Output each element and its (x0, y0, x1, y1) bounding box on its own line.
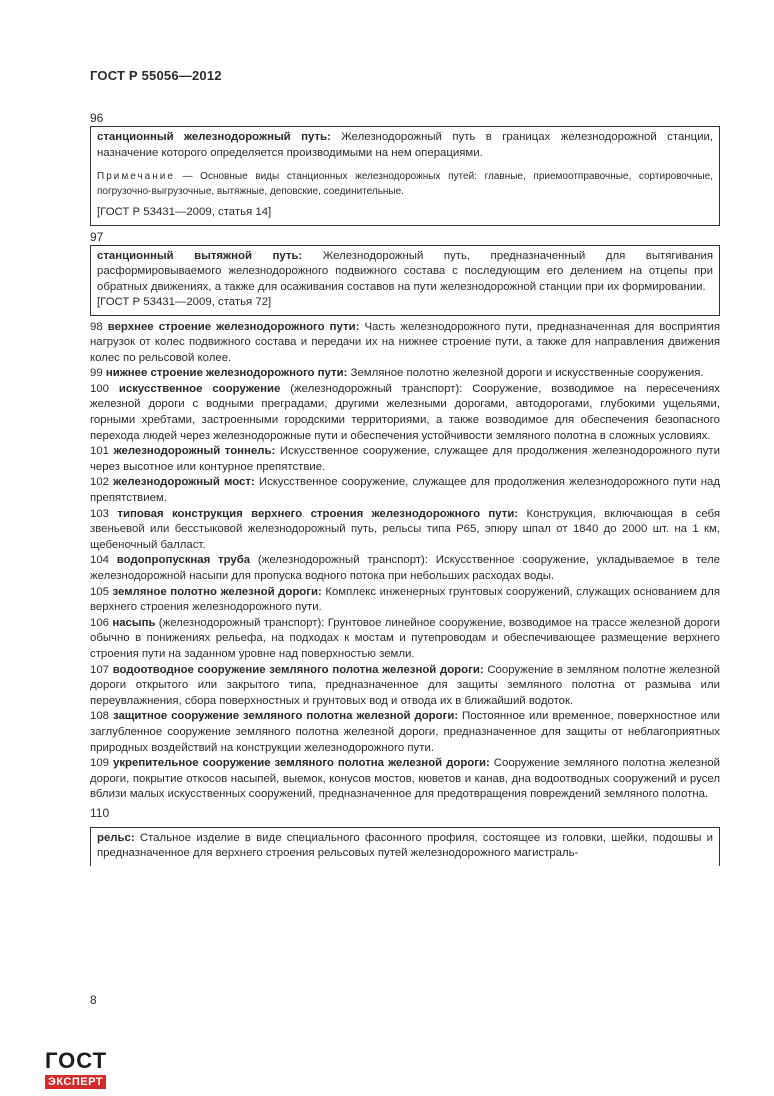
term-title: верхнее строение железнодорожного пути: (107, 320, 360, 333)
term-97: станционный вытяжной путь: (97, 249, 303, 262)
definition-box-96 (90, 126, 720, 226)
note-96 (97, 169, 713, 199)
term-entry (90, 709, 720, 756)
definition-text-96: Железнодорожный путь в границах железнодорожной станции, назначение которого определяется производимыми на нем операциями. (97, 131, 714, 159)
reference-97: [ГОСТ Р 53431—2009, статья 72] (97, 296, 272, 308)
term-number: 108 (90, 710, 110, 723)
term-title: защитное сооружение земляного полотна железной дороги: (112, 710, 459, 723)
term-entry (90, 663, 720, 710)
definition-box-110 (90, 827, 720, 866)
term-number: 100 (90, 382, 110, 395)
logo-line-1: ГОСТ (45, 1048, 108, 1073)
term-110: рельс: (97, 831, 135, 844)
entry-number-110: 110 (90, 805, 110, 820)
term-entry (90, 320, 720, 367)
definition-text-110: Стальное изделие в виде специального фасонного профиля, состоящее из головки, шейки, подошвы и предназначенное для верхнего строения рельсовых путей железнодорожного магистраль- (97, 831, 713, 860)
term-title: железнодорожный тоннель: (113, 445, 276, 458)
logo-line-2: ЭКСПЕРТ (45, 1075, 106, 1089)
term-title: нижнее строение железнодорожного пути: (105, 367, 348, 380)
term-entry (90, 475, 720, 506)
page-number: 8 (90, 993, 97, 1007)
term-definition: Земляное полотно железной дороги и искусственные сооружения. (347, 367, 704, 380)
term-entry (90, 444, 720, 475)
term-definition: Искусственное сооружение, служащее для продолжения железнодорожного пути через высотное или контурное препятствие. (90, 445, 720, 473)
term-title: земляное полотно железной дороги: (112, 585, 322, 598)
term-number: 98 (90, 320, 103, 333)
term-definition: Постоянное или временное, поверхностное или заглубленное сооружение земляного полотна железной дороги, предназначенное для защиты от неблагоприятных природных воздействий на конструкции железнодорожного пути. (90, 710, 721, 754)
term-number: 105 (90, 585, 110, 598)
term-title: укрепительное сооружение земляного полотна железной дороги: (113, 757, 490, 770)
gost-expert-logo (45, 1050, 107, 1090)
term-definition: (железнодорожный транспорт): Грунтовое линейное сооружение, возводимое на трассе железной дороги обычно в понижениях рельефа, на подходах к мостам и путепроводам и обеспечивающее размещение верхнего строения пути на заданном уровне над поверхностью земли. (90, 616, 720, 660)
term-definition: Комплекс инженерных грунтовых сооружений, служащих основанием для верхнего строения железнодорожного пути. (90, 585, 720, 614)
term-definition: (железнодорожный транспорт): Сооружение, возводимое на пересечениях железной дороги с водными преградами, другими железными дорогами, автодорогами, глубокими ущельями, горными хребтами, застроенными городскими территориями, а также возводимое для обеспечения безопасного перехода людей через железнодорожные пути и обеспечения устойчивости земляного полотна в сложных условиях. (90, 382, 720, 442)
term-number: 101 (90, 445, 110, 458)
term-number: 102 (90, 476, 110, 489)
term-entry (90, 585, 720, 616)
document-page (90, 68, 720, 866)
term-96: станционный железнодорожный путь: (97, 131, 331, 143)
term-definition: Конструкция, включающая в себя звеньевой или бесстыковой железнодорожный путь, рельсы типа Р65, эпюру шпал от 1840 до 2000 шт. на 1 км, щебеночный балласт. (90, 507, 720, 551)
definition-box-97 (90, 245, 720, 316)
document-code: ГОСТ Р 55056—2012 (90, 68, 222, 83)
term-entry (90, 382, 720, 444)
entry-number-96: 96 (90, 111, 104, 125)
definition-97 (97, 249, 713, 296)
term-title: водопропускная труба (116, 554, 251, 567)
term-number: 103 (90, 507, 110, 520)
definition-text-97: Железнодорожный путь, предназначенный для вытягивания расформировываемого железнодорожного подвижного состава с последующим его делением на отцепы при обратных движениях, а также для осаживания составов на пути железнодорожной станции при их формировании. (97, 249, 713, 293)
term-number: 99 (90, 367, 103, 380)
terms-list (90, 320, 720, 803)
definition-96 (97, 130, 713, 161)
term-entry (90, 616, 720, 663)
term-number: 109 (90, 757, 110, 770)
note-text: — Основные виды станционных железнодорожных путей: главные, приемоотправочные, сортировочные, погрузочно-выгрузочные, вытяжные, деповские, соединительные. (97, 171, 713, 197)
term-number: 106 (90, 616, 110, 629)
term-title: искусственное сооружение (118, 382, 281, 395)
reference-96: [ГОСТ Р 53431—2009, статья 14] (97, 206, 272, 218)
term-definition: Часть железнодорожного пути, предназначенная для восприятия нагрузок от колес подвижного состава и передачи их на нижнее строение пути, а также для направления движения колес по рельсовой колее. (90, 320, 720, 364)
term-number: 107 (90, 663, 110, 676)
definition-110 (97, 831, 713, 862)
term-definition: Сооружение в земляном полотне железной дороги открытого или закрытого типа, предназначенное для защиты земляного полотна от размыва или переувлажнения, сбора поверхностных и грунтовых вод и отвода их в ближайший водоток. (90, 663, 720, 707)
term-definition: Искусственное сооружение, служащее для продолжения железнодорожного пути над препятствием. (90, 476, 720, 505)
term-title: железнодорожный мост: (113, 476, 255, 489)
term-entry (90, 507, 720, 554)
term-entry (90, 366, 720, 382)
term-title: типовая конструкция верхнего строения железнодорожного пути: (117, 507, 519, 520)
note-label: Примечание (97, 171, 175, 182)
term-entry (90, 756, 720, 803)
term-definition: Сооружение земляного полотна железной дороги, покрытие откосов насыпей, выемок, конусов мостов, кюветов и канав, дна водоотводных сооружений и русел вблизи малых искусственных сооружений, предназначенное для предотвращения повреждений земляного полотна. (90, 757, 720, 801)
term-number: 104 (90, 554, 110, 567)
entry-number-97: 97 (90, 229, 104, 244)
term-entry (90, 553, 720, 584)
term-title: водоотводное сооружение земляного полотна железной дороги: (112, 663, 484, 676)
term-title: насыпь (112, 616, 156, 629)
term-definition: (железнодорожный транспорт): Искусственное сооружение, укладываемое в теле железнодорожной насыпи для пропуска водного потока при небольших расходах воды. (90, 554, 720, 582)
